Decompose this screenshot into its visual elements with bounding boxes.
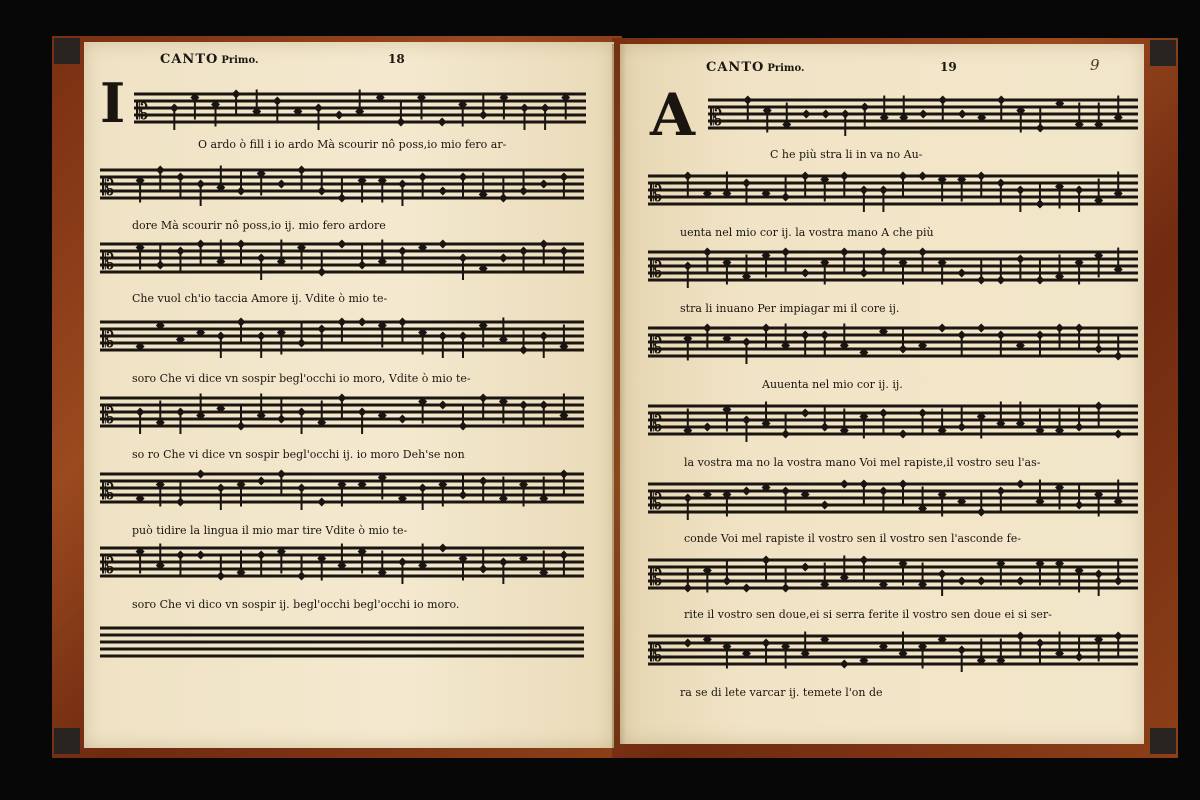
note-head (958, 110, 967, 119)
note-head (317, 498, 326, 507)
note-head (802, 110, 811, 119)
note-head (977, 324, 986, 333)
note-head (196, 551, 205, 560)
note-head (899, 430, 908, 439)
note-head (918, 172, 927, 181)
note-head (438, 187, 447, 196)
right-initial-letter: A (650, 81, 696, 149)
note-head (801, 563, 810, 572)
lyric-line: Che vuol ch'io taccia Amore ij. Vdite ò mio te- (132, 292, 388, 305)
lyric-line: rite il vostro sen doue,ei si serra ferite il vostro sen doue ei si ser- (684, 608, 1052, 621)
lyric-line: soro Che vi dice vn sospir begl'occhi io moro, Vdite ò mio te- (132, 372, 471, 385)
note-head (539, 180, 548, 189)
clef-icon: 𝄡 (650, 258, 663, 283)
note-head (499, 254, 508, 263)
clef-icon: 𝄡 (650, 642, 663, 667)
corner-protector (54, 728, 80, 754)
music-staff (100, 230, 584, 290)
note-head (977, 577, 986, 586)
note-head (438, 240, 447, 249)
note-head (742, 487, 751, 496)
clef-icon: 𝄡 (650, 182, 663, 207)
note-head (398, 415, 407, 424)
note-head (438, 118, 447, 127)
music-staff (100, 156, 584, 216)
music-staff (648, 162, 1138, 222)
music-staff (100, 308, 584, 368)
left-initial-letter: I (100, 71, 126, 135)
clef-icon: 𝄡 (650, 566, 663, 591)
lyric-line: uenta nel mio cor ij. la vostra mano A che più (680, 226, 934, 239)
music-staff (100, 460, 584, 520)
note-head (821, 110, 830, 119)
lyric-line: dore Mà scourir nô poss,io ij. mio fero ardore (132, 219, 386, 232)
clef-icon: 𝄡 (710, 106, 723, 131)
music-staff (708, 86, 1138, 146)
note-head (335, 111, 344, 120)
note-head (438, 544, 447, 553)
note-head (1114, 430, 1123, 439)
note-head (957, 577, 966, 586)
note-head (358, 318, 367, 327)
note-head (703, 423, 712, 432)
lyric-line: stra li inuano Per impiagar mi il core ij. (680, 302, 900, 315)
note-head (919, 110, 928, 119)
music-staff (648, 470, 1138, 530)
music-staff (134, 80, 586, 140)
clef-icon: 𝄡 (102, 328, 115, 353)
note-head (1016, 577, 1025, 586)
right-page-header (706, 60, 804, 75)
lyric-line: conde Voi mel rapiste il vostro sen il vostro sen l'asconde fe- (684, 532, 1021, 545)
corner-protector (54, 38, 80, 64)
lyric-line: Auuenta nel mio cor ij. ij. (762, 378, 903, 391)
lyric-line: O ardo ò fill i io ardo Mà scourir nô poss,io mio fero ar- (198, 138, 507, 151)
lyric-line: la vostra ma no la vostra mano Voi mel rapiste,il vostro seu l'as- (684, 456, 1041, 469)
note-head (801, 269, 810, 278)
note-head (957, 269, 966, 278)
clef-icon: 𝄡 (102, 554, 115, 579)
note-head (337, 240, 346, 249)
lyric-line: so ro Che vi dice vn sospir begl'occhi ij. io moro Deh'se non (132, 448, 465, 461)
lyric-line: C he più stra li in va no Au- (770, 148, 923, 161)
note-head (1016, 480, 1025, 489)
note-head (840, 480, 849, 489)
lyric-line: soro Che vi dico vn sospir ij. begl'occhi begl'occhi io moro. (132, 598, 460, 611)
music-staff (648, 314, 1138, 374)
header-subtitle: Primo. (221, 55, 259, 66)
clef-icon: 𝄡 (102, 176, 115, 201)
clef-icon: 𝄡 (102, 480, 115, 505)
music-staff (648, 546, 1138, 606)
music-staff (648, 392, 1138, 452)
lyric-line: può tidire la lingua il mio mar tire Vdite ò mio te- (132, 524, 408, 537)
lyric-line: ra se di lete varcar ij. temete l'on de (680, 686, 883, 699)
note-head (820, 501, 829, 510)
clef-icon: 𝄡 (650, 490, 663, 515)
note-head (938, 324, 947, 333)
left-page-number: 18 (388, 52, 405, 66)
note-head (840, 660, 849, 669)
music-staff (648, 238, 1138, 298)
header-subtitle: Primo. (767, 63, 805, 74)
note-head (801, 409, 810, 418)
note-head (257, 477, 266, 486)
clef-icon: 𝄡 (650, 334, 663, 359)
corner-protector (1150, 40, 1176, 66)
header-title: CANTO (160, 52, 219, 67)
music-staff (648, 622, 1138, 682)
music-staff (100, 614, 584, 674)
handwritten-folio-number: 9 (1090, 56, 1100, 74)
note-head (196, 470, 205, 479)
note-head (683, 639, 692, 648)
right-page-number: 19 (940, 60, 957, 74)
note-head (277, 180, 286, 189)
note-head (438, 401, 447, 410)
book-gutter (612, 44, 626, 748)
clef-icon: 𝄡 (650, 412, 663, 437)
music-staff (100, 534, 584, 594)
clef-icon: 𝄡 (102, 250, 115, 275)
left-page-header (160, 52, 258, 67)
corner-protector (1150, 728, 1176, 754)
music-staff (100, 384, 584, 444)
note-head (742, 584, 751, 593)
clef-icon: 𝄡 (136, 100, 149, 125)
clef-icon: 𝄡 (102, 404, 115, 429)
header-title: CANTO (706, 60, 765, 75)
